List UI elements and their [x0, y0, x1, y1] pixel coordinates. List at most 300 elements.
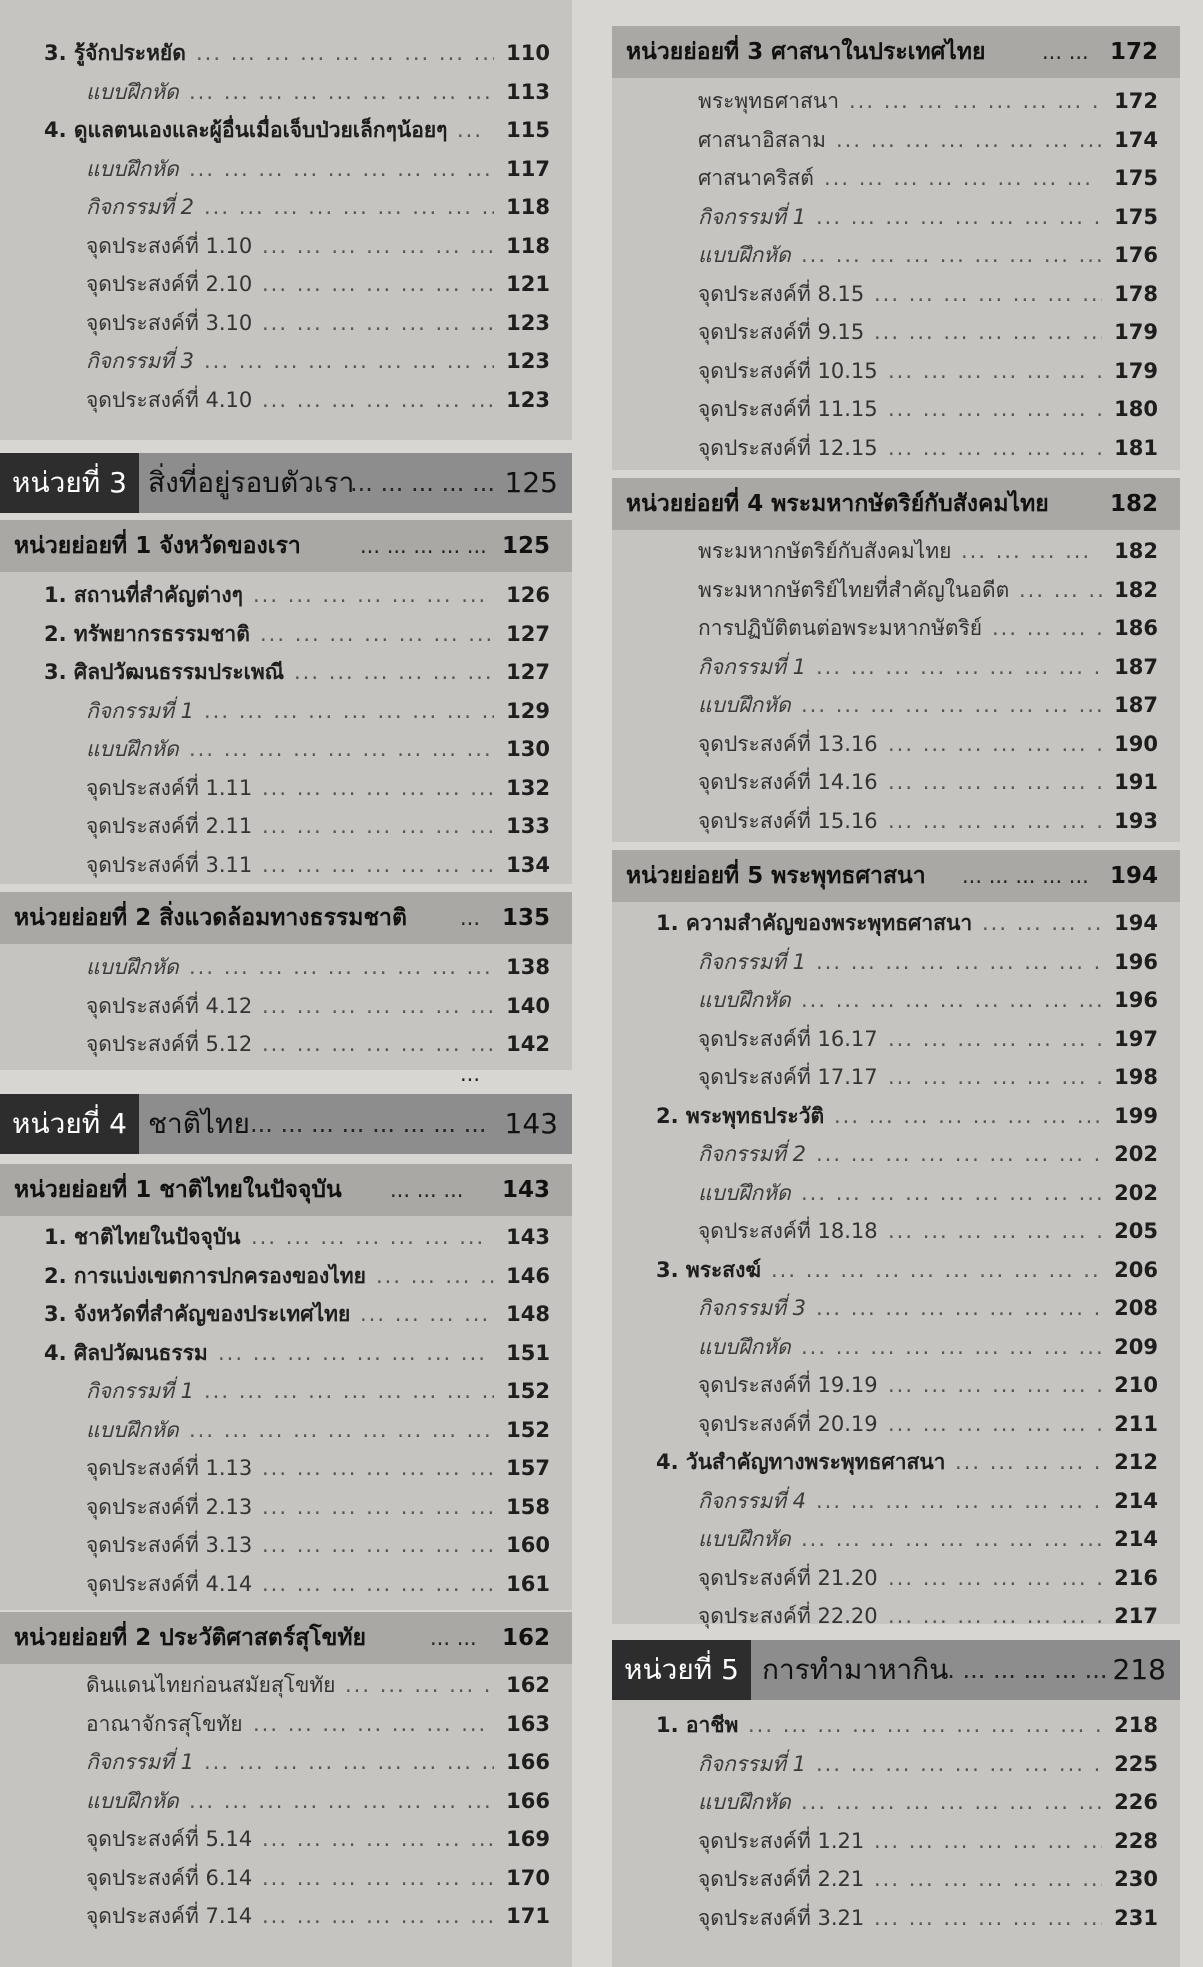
toc-entry-page: 206	[1114, 1257, 1158, 1282]
toc-row	[612, 275, 1180, 313]
toc-row	[612, 198, 1180, 236]
sub-title: หน่วยย่อยที่ 1 จังหวัดของเรา	[14, 533, 301, 559]
toc-entry-text: กิจกรรมที่ 1	[86, 1379, 195, 1403]
leader-dots	[262, 1820, 494, 1858]
sub-5-header	[612, 850, 1180, 902]
toc-row	[612, 571, 1180, 609]
toc-row	[0, 987, 572, 1025]
toc-entry-page: 179	[1114, 320, 1158, 344]
leader-dots	[816, 1289, 1102, 1327]
leader-dots	[189, 1411, 494, 1449]
toc-entry-page: 199	[1114, 1103, 1158, 1128]
sub-page: 135	[501, 905, 550, 931]
unit-title: สิ่งที่อยู่รอบตัวเรา	[148, 466, 355, 499]
toc-entry-text: จุดประสงค์ที่ 7.14	[86, 1904, 253, 1928]
leader-dots	[816, 648, 1102, 686]
leader-dots	[801, 1520, 1102, 1558]
toc-entry-text: แบบฝึกหัด	[698, 1790, 791, 1814]
toc-entry-page: 161	[506, 1571, 550, 1596]
toc-entry-page: 191	[1114, 770, 1158, 794]
leader-dots	[262, 1859, 494, 1897]
toc-entry-text: กิจกรรมที่ 3	[86, 349, 195, 373]
toc-row	[612, 1366, 1180, 1404]
toc-entry-page: 211	[1114, 1411, 1158, 1436]
toc-row	[612, 236, 1180, 274]
leader-dots	[345, 1666, 494, 1704]
leader-dots	[189, 150, 494, 188]
toc-entry-page: 208	[1114, 1296, 1158, 1320]
leader-dots	[262, 1025, 494, 1063]
leader-dots	[816, 1135, 1102, 1173]
toc-entry-text: จุดประสงค์ที่ 3.21	[698, 1905, 865, 1930]
left-column	[0, 0, 572, 1967]
toc-row	[612, 429, 1180, 467]
toc-row	[612, 686, 1180, 724]
toc-entry-text: ศาสนาคริสต์	[698, 166, 814, 190]
toc-entry-text: 3. รู้จักประหยัด	[44, 41, 186, 65]
leader-dots	[888, 1020, 1102, 1058]
leader-dots	[888, 763, 1102, 801]
sub-page: 172	[1109, 39, 1158, 65]
leader-dots	[262, 1565, 494, 1603]
toc-entry-page: 172	[1114, 89, 1158, 113]
toc-row	[612, 1058, 1180, 1096]
leader-dots	[294, 653, 494, 691]
toc-entry-text: แบบฝึกหัด	[698, 243, 791, 267]
toc-entry-text: จุดประสงค์ที่ 19.19	[698, 1373, 878, 1397]
toc-entry-page: 216	[1114, 1565, 1158, 1590]
leader-dots	[888, 429, 1102, 467]
toc-entry-page: 209	[1114, 1334, 1158, 1359]
toc-entry-page: 123	[506, 387, 550, 412]
toc-row	[612, 981, 1180, 1019]
toc-row	[612, 1212, 1180, 1250]
toc-entry-page: 198	[1114, 1065, 1158, 1089]
toc-entry-page: 214	[1114, 1488, 1158, 1513]
toc-entry-text: แบบฝึกหัด	[698, 1180, 791, 1205]
toc-row	[0, 1666, 572, 1704]
toc-row	[0, 265, 572, 303]
sub-title: หน่วยย่อยที่ 2 สิ่งแวดล้อมทางธรรมชาติ	[14, 905, 407, 931]
toc-row	[0, 1411, 572, 1449]
unit-4-header	[0, 1094, 572, 1154]
toc-entry-text: 2. การแบ่งเขตการปกครองของไทย	[44, 1263, 366, 1288]
toc-row	[612, 1020, 1180, 1058]
leader-dots	[888, 725, 1102, 763]
leader-dots	[834, 1097, 1102, 1135]
leader-dots	[836, 121, 1102, 159]
toc-entry-text: จุดประสงค์ที่ 17.17	[698, 1065, 878, 1089]
toc-row	[612, 904, 1180, 942]
toc-entry-page: 130	[506, 737, 550, 761]
leader-dots	[253, 1705, 494, 1743]
toc-entry-text: จุดประสงค์ที่ 1.10	[86, 233, 253, 258]
toc-entry-text: จุดประสงค์ที่ 21.20	[698, 1565, 878, 1590]
toc-entry-text: ศาสนาอิสลาม	[698, 127, 827, 152]
toc-entry-page: 126	[506, 583, 550, 607]
toc-row	[0, 111, 572, 149]
toc-entry-page: 157	[506, 1456, 550, 1480]
toc-row	[612, 82, 1180, 120]
toc-entry-page: 115	[506, 118, 550, 142]
leader-dots	[888, 1212, 1102, 1250]
toc-row	[0, 1565, 572, 1603]
toc-entry-text: จุดประสงค์ที่ 2.13	[86, 1494, 253, 1519]
leader-dots	[888, 1559, 1102, 1597]
leader-dots	[204, 692, 494, 730]
toc-entry-text: 3. ศิลปวัฒนธรรมประเพณี	[44, 660, 285, 684]
toc-entry-page: 194	[1114, 911, 1158, 935]
toc-entry-text: จุดประสงค์ที่ 1.21	[698, 1828, 865, 1853]
toc-entry-page: 160	[506, 1533, 550, 1557]
toc-entry-page: 175	[1114, 166, 1158, 190]
toc-row	[612, 121, 1180, 159]
leader-dots	[360, 1295, 494, 1333]
toc-entry-page: 117	[506, 156, 550, 181]
leader-dots	[189, 948, 494, 986]
toc-entry-page: 230	[1114, 1867, 1158, 1891]
toc-row	[0, 150, 572, 188]
toc-row	[0, 769, 572, 807]
leader-dots	[204, 188, 494, 226]
leader-dots	[888, 1366, 1102, 1404]
toc-entry-text: กิจกรรมที่ 1	[86, 698, 195, 723]
toc-entry-text: 4. ดูแลตนเองและผู้อื่นเมื่อเจ็บป่วยเล็กๆน้อยๆ	[44, 118, 448, 142]
leader-dots	[218, 1334, 494, 1372]
toc-row	[612, 1597, 1180, 1635]
toc-entry-page: 118	[506, 195, 550, 219]
toc-entry-text: จุดประสงค์ที่ 2.21	[698, 1867, 865, 1891]
toc-row	[0, 1488, 572, 1526]
toc-entry-page: 166	[506, 1788, 550, 1813]
toc-entry-page: 225	[1114, 1751, 1158, 1776]
toc-entry-text: แบบฝึกหัด	[698, 988, 791, 1012]
toc-entry-text: กิจกรรมที่ 3	[698, 1296, 807, 1320]
toc-entry-text: จุดประสงค์ที่ 3.11	[86, 852, 253, 877]
toc-entry-text: จุดประสงค์ที่ 4.12	[86, 993, 253, 1018]
toc-entry-page: 123	[506, 349, 550, 373]
toc-entry-page: 148	[506, 1302, 550, 1326]
toc-entry-page: 133	[506, 814, 550, 838]
leader-dots	[888, 1405, 1102, 1443]
toc-entry-text: กิจกรรมที่ 1	[698, 949, 807, 974]
toc-entry-page: 166	[506, 1750, 550, 1774]
leader-dots	[801, 236, 1102, 274]
toc-entry-page: 174	[1114, 127, 1158, 152]
toc-entry-text: จุดประสงค์ที่ 15.16	[698, 808, 878, 833]
leader-dots	[771, 1251, 1102, 1289]
toc-row	[612, 943, 1180, 981]
toc-row	[612, 1174, 1180, 1212]
toc-row	[0, 807, 572, 845]
toc-row	[612, 1135, 1180, 1173]
toc-row	[0, 730, 572, 768]
toc-entry-page: 217	[1114, 1604, 1158, 1628]
toc-row	[612, 390, 1180, 428]
sub-title: หน่วยย่อยที่ 4 พระมหากษัตริย์กับสังคมไทย	[626, 491, 1049, 517]
leader-dots	[801, 686, 1102, 724]
toc-entry-text: จุดประสงค์ที่ 22.20	[698, 1604, 878, 1628]
toc-row	[612, 802, 1180, 840]
toc-row	[0, 846, 572, 884]
toc-entry-text: จุดประสงค์ที่ 14.16	[698, 770, 878, 794]
leader-dots	[816, 198, 1102, 236]
toc-row	[612, 763, 1180, 801]
toc-entry-text: กิจกรรมที่ 1	[698, 204, 807, 229]
toc-entry-text: จุดประสงค์ที่ 9.15	[698, 320, 865, 344]
sub-title: หน่วยย่อยที่ 3 ศาสนาในประเทศไทย	[626, 39, 986, 65]
toc-row	[612, 1289, 1180, 1327]
unit-3-header	[0, 453, 572, 513]
leader-dots	[262, 304, 494, 342]
toc-entry-page: 121	[506, 272, 550, 296]
toc-entry-text: จุดประสงค์ที่ 1.13	[86, 1456, 253, 1480]
toc-entry-text: แบบฝึกหัด	[698, 693, 791, 717]
toc-row	[612, 1097, 1180, 1135]
toc-entry-page: 193	[1114, 808, 1158, 833]
toc-row	[612, 532, 1180, 570]
toc-entry-page: 123	[506, 310, 550, 335]
toc-row	[0, 304, 572, 342]
toc-entry-text: กิจกรรมที่ 2	[86, 195, 195, 219]
toc-entry-page: 210	[1114, 1373, 1158, 1397]
toc-row	[612, 159, 1180, 197]
toc-entry-page: 228	[1114, 1828, 1158, 1853]
toc-row	[0, 1257, 572, 1295]
toc-entry-text: 1. ชาติไทยในปัจจุบัน	[44, 1225, 241, 1249]
toc-row	[612, 313, 1180, 351]
toc-row	[612, 1328, 1180, 1366]
toc-entry-text: 3. พระสงฆ์	[656, 1257, 761, 1282]
leader-dots	[262, 227, 494, 265]
toc-entry-text: แบบฝึกหัด	[86, 1788, 179, 1813]
toc-entry-text: 1. ความสำคัญของพระพุทธศาสนา	[656, 911, 973, 935]
toc-entry-text: พระมหากษัตริย์ไทยที่สำคัญในอดีต	[698, 577, 1010, 602]
toc-row	[0, 1372, 572, 1410]
leader-dots	[457, 111, 494, 149]
toc-entry-text: กิจกรรมที่ 4	[698, 1488, 807, 1513]
unit-page: 143	[504, 1107, 558, 1140]
toc-entry-text: อาณาจักรสุโขทัย	[86, 1711, 243, 1736]
toc-row	[612, 1443, 1180, 1481]
leader-dots	[816, 1745, 1102, 1783]
toc-entry-page: 118	[506, 233, 550, 258]
toc-entry-text: แบบฝึกหัด	[86, 1417, 179, 1442]
leader-dots	[874, 275, 1102, 313]
toc-entry-page: 176	[1114, 243, 1158, 267]
toc-row	[0, 1449, 572, 1487]
toc-entry-text: 1. อาชีพ	[656, 1713, 739, 1737]
toc-entry-text: แบบฝึกหัด	[86, 955, 179, 979]
toc-row	[612, 1783, 1180, 1821]
unit-4-sub-1-header	[0, 1164, 572, 1216]
toc-entry-text: กิจกรรมที่ 2	[698, 1142, 807, 1166]
unit-page: 125	[504, 466, 558, 499]
leader-dots	[262, 807, 494, 845]
leader-dots	[955, 1443, 1102, 1481]
toc-entry-page: 231	[1114, 1905, 1158, 1930]
toc-entry-text: จุดประสงค์ที่ 3.13	[86, 1533, 253, 1557]
toc-entry-page: 197	[1114, 1026, 1158, 1051]
leader-dots	[888, 352, 1102, 390]
toc-entry-text: แบบฝึกหัด	[698, 1527, 791, 1551]
leader-dots	[189, 1782, 494, 1820]
toc-entry-text: จุดประสงค์ที่ 4.14	[86, 1571, 253, 1596]
toc-entry-text: จุดประสงค์ที่ 3.10	[86, 310, 253, 335]
sub-title: หน่วยย่อยที่ 5 พระพุทธศาสนา	[626, 863, 926, 889]
toc-entry-text: จุดประสงค์ที่ 1.11	[86, 775, 253, 800]
toc-entry-page: 214	[1114, 1527, 1158, 1551]
toc-entry-page: 138	[506, 955, 550, 979]
leader-dots	[204, 342, 494, 380]
toc-entry-page: 190	[1114, 731, 1158, 756]
sub-4-header	[612, 478, 1180, 530]
leader-dots	[816, 1482, 1102, 1520]
unit-5-header	[612, 1640, 1180, 1700]
toc-entry-page: 158	[506, 1494, 550, 1519]
leader-dots	[189, 730, 494, 768]
leader-dots	[874, 1860, 1102, 1898]
toc-entry-text: จุดประสงค์ที่ 20.19	[698, 1411, 878, 1436]
toc-entry-page: 170	[506, 1865, 550, 1890]
leader-dots	[204, 1743, 494, 1781]
toc-row	[612, 1520, 1180, 1558]
sub-page: 194	[1109, 863, 1158, 889]
sub-page: 162	[501, 1625, 550, 1651]
leader-dots	[189, 73, 494, 111]
sub-page: 182	[1109, 491, 1158, 517]
leader-dots	[849, 82, 1102, 120]
toc-entry-text: พระมหากษัตริย์กับสังคมไทย	[698, 539, 952, 563]
leader-dots	[801, 1174, 1102, 1212]
toc-row	[0, 73, 572, 111]
toc-entry-page: 202	[1114, 1180, 1158, 1205]
toc-entry-text: กิจกรรมที่ 1	[698, 1751, 807, 1776]
toc-entry-page: 187	[1114, 693, 1158, 717]
toc-entry-page: 180	[1114, 397, 1158, 421]
toc-row	[0, 1820, 572, 1858]
toc-entry-page: 110	[506, 41, 550, 65]
toc-entry-text: จุดประสงค์ที่ 4.10	[86, 387, 253, 412]
leader-dots	[262, 381, 494, 419]
leader-dots	[1019, 571, 1102, 609]
leader-dots	[251, 1218, 494, 1256]
leader-dots	[376, 1257, 494, 1295]
unit-badge: หน่วยที่ 5	[612, 1640, 751, 1700]
toc-row	[612, 609, 1180, 647]
toc-row	[0, 188, 572, 226]
toc-entry-page: 186	[1114, 616, 1158, 640]
sub-page: 143	[501, 1177, 550, 1203]
leader-dots	[260, 615, 494, 653]
toc-entry-text: แบบฝึกหัด	[86, 79, 179, 104]
leader-dots	[748, 1706, 1102, 1744]
toc-entry-page: 129	[506, 698, 550, 723]
leader-dots	[262, 1488, 494, 1526]
leader-dots	[262, 1449, 494, 1487]
toc-entry-page: 152	[506, 1379, 550, 1403]
toc-entry-page: 134	[506, 852, 550, 877]
toc-row	[0, 1526, 572, 1564]
leader-dots	[888, 390, 1102, 428]
toc-row	[0, 576, 572, 614]
toc-entry-text: 2. พระพุทธประวัติ	[656, 1103, 825, 1128]
toc-row	[612, 1822, 1180, 1860]
toc-row	[0, 948, 572, 986]
leader-dots	[204, 1372, 494, 1410]
toc-entry-page: 132	[506, 775, 550, 800]
toc-entry-text: การปฏิบัติตนต่อพระมหากษัตริย์	[698, 616, 983, 640]
toc-entry-page: 196	[1114, 988, 1158, 1012]
toc-entry-page: 142	[506, 1032, 550, 1056]
toc-row	[612, 725, 1180, 763]
toc-entry-page: 205	[1114, 1219, 1158, 1243]
leader-dots	[262, 1897, 494, 1935]
sub-page: 125	[501, 533, 550, 559]
toc-row	[612, 1706, 1180, 1744]
unit-4-sub-2-header	[0, 1612, 572, 1664]
leader-dots	[888, 1058, 1102, 1096]
sub-title: หน่วยย่อยที่ 2 ประวัติศาสตร์สุโขทัย	[14, 1625, 366, 1651]
leader-dots	[801, 1328, 1102, 1366]
leader-dots	[262, 846, 494, 884]
toc-entry-text: แบบฝึกหัด	[698, 1334, 791, 1359]
toc-row	[0, 615, 572, 653]
unit-title: การทำมาหากิน	[762, 1653, 949, 1686]
leader-dots	[888, 802, 1102, 840]
toc-row	[612, 1251, 1180, 1289]
toc-row	[0, 692, 572, 730]
toc-entry-text: จุดประสงค์ที่ 10.15	[698, 358, 878, 383]
toc-entry-page: 171	[506, 1904, 550, 1928]
toc-row	[612, 1405, 1180, 1443]
toc-entry-text: แบบฝึกหัด	[86, 737, 179, 761]
toc-row	[0, 1334, 572, 1372]
unit-badge: หน่วยที่ 4	[0, 1094, 139, 1154]
unit-page: 218	[1112, 1653, 1166, 1686]
leader-dots	[801, 1783, 1102, 1821]
toc-row	[0, 1295, 572, 1333]
toc-row	[0, 1025, 572, 1063]
toc-entry-text: จุดประสงค์ที่ 18.18	[698, 1219, 878, 1243]
toc-entry-page: 163	[506, 1711, 550, 1736]
toc-entry-text: จุดประสงค์ที่ 2.10	[86, 272, 253, 296]
leader-dots	[253, 576, 494, 614]
leader-dots	[982, 904, 1102, 942]
unit-badge: หน่วยที่ 3	[0, 453, 139, 513]
toc-row	[0, 34, 572, 72]
toc-row	[612, 1860, 1180, 1898]
toc-row	[612, 352, 1180, 390]
toc-row	[0, 342, 572, 380]
toc-entry-text: จุดประสงค์ที่ 16.17	[698, 1026, 878, 1051]
toc-entry-page: 182	[1114, 577, 1158, 602]
toc-entry-text: จุดประสงค์ที่ 5.14	[86, 1827, 253, 1851]
toc-entry-page: 169	[506, 1827, 550, 1851]
toc-entry-text: 3. จังหวัดที่สำคัญของประเทศไทย	[44, 1302, 351, 1326]
toc-entry-text: จุดประสงค์ที่ 5.12	[86, 1032, 253, 1056]
leader-dots	[874, 313, 1102, 351]
toc-entry-page: 178	[1114, 281, 1158, 306]
leader-dots	[262, 987, 494, 1025]
toc-entry-text: จุดประสงค์ที่ 11.15	[698, 397, 878, 421]
leader-dots	[816, 943, 1102, 981]
toc-entry-page: 175	[1114, 204, 1158, 229]
toc-entry-page: 127	[506, 621, 550, 646]
toc-entry-text: 4. วันสำคัญทางพระพุทธศาสนา	[656, 1450, 946, 1474]
toc-entry-page: 140	[506, 993, 550, 1018]
leader-dots	[262, 1526, 494, 1564]
